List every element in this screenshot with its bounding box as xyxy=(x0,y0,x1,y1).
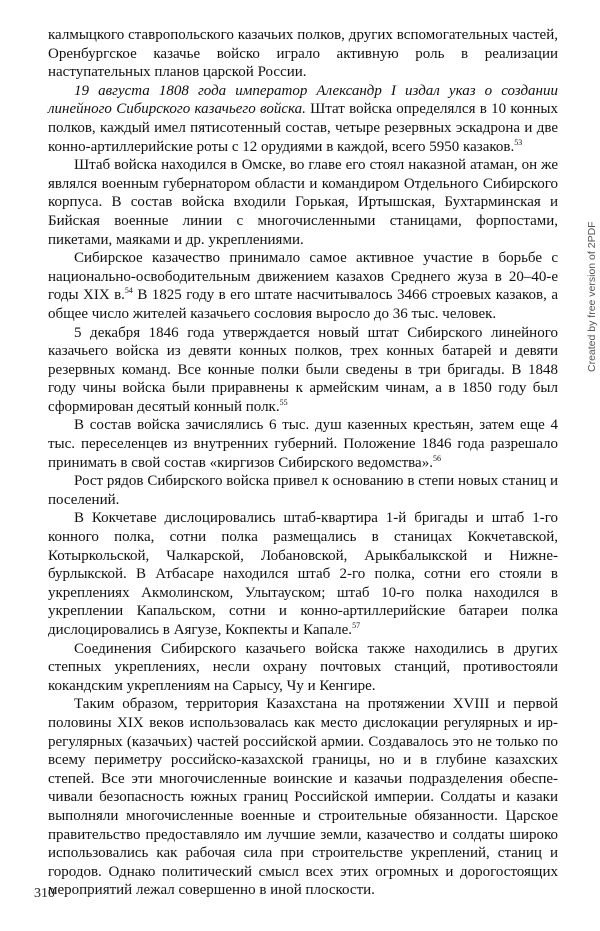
paragraph-3: Штаб войска находился в Омске, во главе его стоял наказной атаман, он же являлся военным губернатором области и командиром Отдельного Сибирского корпуса. В состав войска входили Горькая, Иртышская, Бухтарминская и Бийская военные линии с многочисленными станицами, форпостами, пикетами, маяками и др. укреплениями. xyxy=(48,157,558,248)
footnote-ref-54: 54 xyxy=(124,286,133,296)
decree-statement: 19 августа 1808 года император Александр I издал указ о создании линейного Сибирского казачьего войска. xyxy=(48,82,558,118)
paragraph-1: калмыцкого ставропольского казачьих полков, других вспомогательных частей, Оренбургское казачье войско играло активную роль в реализации наступательных планов царской России. xyxy=(48,27,558,81)
paragraph-2 xyxy=(48,82,558,156)
paragraph-6: В состав войска зачислялись 6 тыс. душ казенных крестьян, затем еще 4 тыс. переселенцев из внутренних губерний. Положение 1846 года разрешало принимать в свой состав «киргизов Сибирского ведомства».$^{56}$ xyxy=(48,417,558,471)
footnote-ref-56: 56 xyxy=(432,453,441,463)
document-body xyxy=(48,26,558,900)
footnote-ref-57: 57 xyxy=(352,621,361,630)
footnote-ref-53: 53 xyxy=(514,137,523,147)
paragraph-7: Рост рядов Сибирского войска привел к основанию в степи новых станиц и поселений. xyxy=(48,473,558,508)
paragraph-8: В Кокчетаве дислоцировались штаб-квартира 1-й бригады и штаб 1-го конного полка, сотни полка размещались в станицах Кокчетавской, Котыркольской, Чалкарской, Лобановской, Арыкбалыкской и Нижнебурлыкской. В Атбасаре находился штаб 2-го полка, сотни его стояли в укреплениях Акмолинском, Улытауском; штаб 10-го полка находился в укреплении Капальском, сотни и конно-артиллерийские батареи полка дислоцировались в Аягузе, Кокпекты и Капале.$^{57}$ xyxy=(48,510,558,638)
paragraph-4: Сибирское казачество принимало самое активное участие в борьбе с национально-освободительным движением казахов Среднего жуза в 20–40-е годы XIX в.$^{54}$ В 1825 году в его штате насчитывалось 3466 строевых казаков, а общее число жителей казачьего сословия выросло до 36 тыс. человек. xyxy=(48,250,558,322)
footnote-ref-55: 55 xyxy=(279,397,288,407)
paragraph-5: 5 декабря 1846 года утверждается новый штат Сибирского линейного казачьего войска из девяти конных полков, трех конных батарей и девяти резервных команд. Все конные полки были сведены в три бригады. В 1848 году чины войска были приравнены к армейским чинам, а в 1850 году был сформирован десятый конный полк.$^{55}$ xyxy=(48,324,558,415)
page-number: 310 xyxy=(34,886,55,901)
paragraph-10: Таким образом, территория Казахстана на протяжении XVIII и первой половины XIX веков использовалась как место дислокации регулярных и иррегулярных (казачьих) частей российской армии. Создавалось это не только по всему периметру российско-казахской границы, но и в глубине казахских степей. Все эти многочисленные воинские и казачьи подразделения обеспечивали безопасность южных границ Российской империи. Солдаты и казаки выполняли многочисленные военные и строительные обязанности. Царское правительство предоставляло им лучшие земли, казачество и солдаты широко использовались как рабочая сила при строительстве укреплений, станиц и городов. Однако политический смысл всех этих огромных и дорогостоящих мероприятий лежал совершенно в иной плоскости. xyxy=(48,696,558,899)
watermark-side-note: Created by free version of 2PDF xyxy=(586,221,598,372)
paragraph-2-text: 19 августа 1808 года император Александр I издал указ о создании линейного Сибирского казачьего войска. Штат войска определялся в 10 конных полков, каждый имел пятисотенный состав, четыре резервных эскадрона и две конно-артиллерийские роты с 12 орудиями в каждой, всего 5950 казаков. xyxy=(48,82,558,155)
paragraph-9: Соединения Сибирского казачьего войска также находились в других степных укреплениях, несли охрану почтовых станций, противостояли кокандским укреплениям на Сарысу, Чу и Кенгире. xyxy=(48,640,558,694)
